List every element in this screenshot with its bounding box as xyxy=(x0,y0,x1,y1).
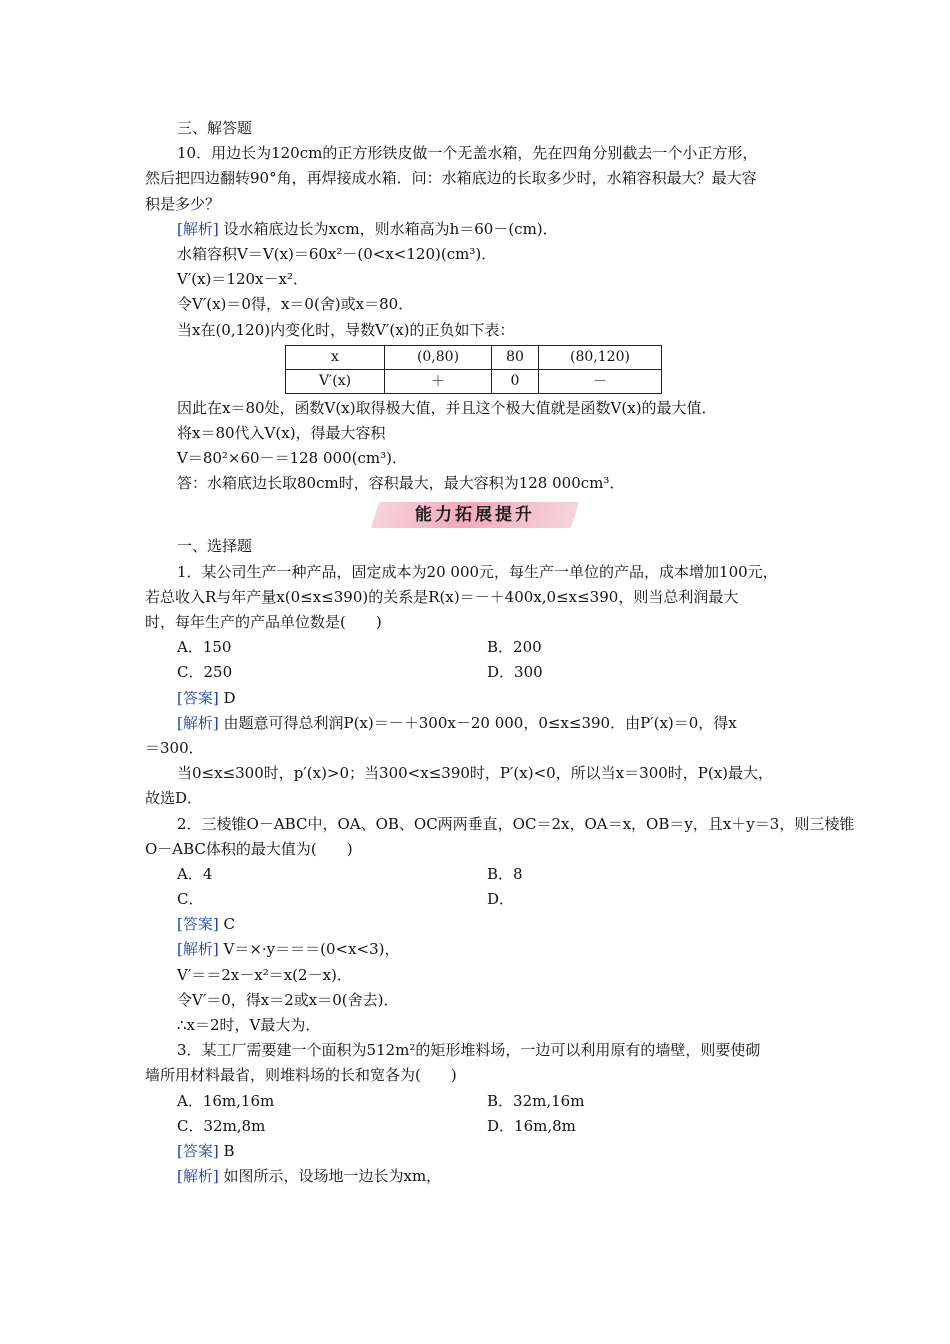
option-b: B．200 xyxy=(487,638,542,657)
analysis-tag: [解析] xyxy=(177,1167,219,1186)
solution-line: V＝80²×60－＝128 000(cm³)． xyxy=(177,449,407,468)
solution-line: 令V′(x)＝0得，x＝0(舍)或x＝80． xyxy=(177,295,414,314)
answer-tag: [答案] xyxy=(177,688,219,707)
question-3-line-1: 3．某工厂需要建一个面积为512m²的矩形堆料场，一边可以利用原有的墙壁，则要使砌 xyxy=(177,1041,761,1060)
answer-line xyxy=(145,912,810,937)
solution-text: 如图所示，设场地一边长为xm， xyxy=(218,1167,442,1186)
option-b: B．32m,16m xyxy=(487,1091,585,1110)
answer-line: 答：水箱底边长取80cm时，容积最大，最大容积为128 000cm³． xyxy=(177,474,625,493)
solution-line: 故选D． xyxy=(145,789,203,808)
question-3-line-2: 墙所用材料最省，则堆料场的长和宽各为( ) xyxy=(145,1066,457,1085)
table-cell: 0 xyxy=(492,369,539,393)
solution-line xyxy=(145,217,810,242)
table-cell: － xyxy=(539,369,662,393)
solution-line: ＝300． xyxy=(145,738,204,757)
table-cell: 80 xyxy=(492,345,539,369)
solution-line: ∴x＝2时，V最大为． xyxy=(177,1016,321,1034)
analysis-tag: [解析] xyxy=(177,219,219,238)
document-page xyxy=(145,116,855,1189)
question-1-line-1: 1．某公司生产一种产品，固定成本为20 000元，每生产一单位的产品，成本增加100元， xyxy=(177,562,778,581)
answer-tag: [答案] xyxy=(177,915,219,934)
table-cell: (80,120) xyxy=(539,345,662,369)
table-cell: ＋ xyxy=(385,369,492,393)
solution-line: V′＝＝2x－x²＝x(2－x)． xyxy=(177,965,352,984)
question-1-line-3: 时，每年生产的产品单位数是( ) xyxy=(145,613,382,631)
option-a: A．150 xyxy=(177,638,232,657)
question-2-line-1: 2．三棱锥O－ABC中，OA、OB、OC两两垂直，OC＝2x，OA＝x，OB＝y，且x＋y＝3，则三棱锥 xyxy=(177,814,855,833)
analysis-tag: [解析] xyxy=(177,713,219,732)
options-row xyxy=(145,887,810,912)
option-a: A．16m,16m xyxy=(177,1091,275,1110)
question-10-line-3: 积是多少？ xyxy=(145,194,221,213)
question-10-line-1: 10．用边长为120cm的正方形铁皮做一个无盖水箱，先在四角分别截去一个小正方形， xyxy=(177,144,758,163)
solution-line xyxy=(145,711,810,736)
banner-title: 能力拓展提升 xyxy=(415,505,535,526)
table-row xyxy=(286,345,662,369)
question-10-line-2: 然后把四边翻转90°角，再焊接成水箱．问：水箱底边的长取多少时，水箱容积最大？最大容 xyxy=(145,169,757,188)
options-row xyxy=(145,660,810,685)
option-c: C． xyxy=(177,890,204,909)
solution-line xyxy=(145,1164,810,1189)
solution-line: 水箱容积V＝V(x)＝60x²－(0<x<120)(cm³)． xyxy=(177,244,497,263)
solution-line: 因此在x＝80处，函数V(x)取得极大值，并且这个极大值就是函数V(x)的最大值． xyxy=(177,398,717,417)
answer-value: C xyxy=(218,915,235,934)
solution-line: 当0≤x≤300时，p′(x)>0；当300<x≤390时，P′(x)<0，所以当x＝300时，P(x)最大， xyxy=(177,764,774,783)
table-cell: x xyxy=(286,345,385,369)
question-1-line-2: 若总收入R与年产量x(0≤x≤390)的关系是R(x)＝－＋400x,0≤x≤390，则当总利润最大 xyxy=(145,587,739,606)
solution-line: 当x在(0,120)内变化时，导数V′(x)的正负如下表： xyxy=(177,320,515,339)
answer-line xyxy=(145,1139,810,1164)
option-c: C．32m,8m xyxy=(177,1116,266,1135)
solution-line: 将x＝80代入V(x)，得最大容积 xyxy=(177,423,386,442)
answer-value: B xyxy=(218,1141,235,1160)
section-banner xyxy=(145,496,810,534)
option-a: A．4 xyxy=(177,864,213,883)
options-row xyxy=(145,635,810,660)
options-row xyxy=(145,1089,810,1114)
option-d: D．16m,8m xyxy=(487,1116,576,1135)
solution-line xyxy=(145,937,810,962)
question-2-line-2: O－ABC体积的最大值为( ) xyxy=(145,839,353,858)
table-row xyxy=(286,369,662,393)
answer-tag: [答案] xyxy=(177,1141,219,1160)
answer-line xyxy=(145,686,810,711)
option-c: C．250 xyxy=(177,663,233,682)
table-cell: V′(x) xyxy=(286,369,385,393)
solution-text: V＝×·y＝＝＝(0<x<3)， xyxy=(218,940,400,959)
analysis-tag: [解析] xyxy=(177,940,219,959)
solution-text: 由题意可得总利润P(x)＝－＋300x－20 000，0≤x≤390．由P′(x)＝0，得x xyxy=(218,713,737,732)
section-heading: 三、解答题 xyxy=(177,119,253,137)
answer-value: D xyxy=(218,688,236,707)
section-heading: 一、选择题 xyxy=(177,537,253,556)
derivative-sign-table xyxy=(285,345,662,394)
options-row xyxy=(145,862,810,887)
solution-line: V′(x)＝120x－x²． xyxy=(177,270,308,289)
solution-text: 设水箱底边长为xcm，则水箱高为h＝60－(cm)． xyxy=(218,219,558,238)
options-row xyxy=(145,1114,810,1139)
table-cell: (0,80) xyxy=(385,345,492,369)
option-d: D．300 xyxy=(487,663,543,682)
option-d: D． xyxy=(487,890,515,909)
option-b: B．8 xyxy=(487,864,523,883)
solution-line: 令V′＝0，得x＝2或x＝0(舍去)． xyxy=(177,990,399,1009)
